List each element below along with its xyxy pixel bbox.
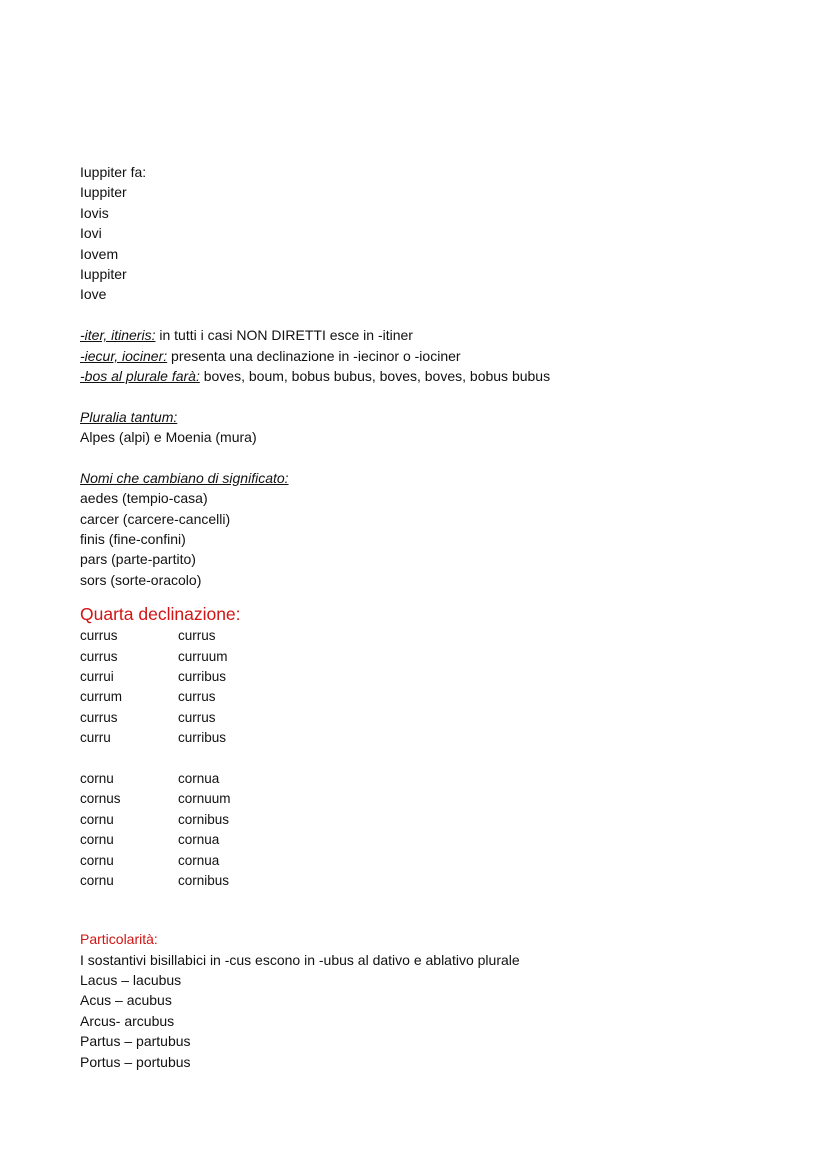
- meaning-item: pars (parte-partito): [80, 551, 196, 568]
- iuppiter-form: Iovis: [80, 204, 109, 221]
- meaning-item: carcer (carcere-cancelli): [80, 510, 231, 527]
- plural-cell: cornuum: [178, 791, 231, 807]
- quarta-heading: Quarta declinazione:: [80, 604, 241, 625]
- particolarita-example: Acus – acubus: [80, 992, 172, 1009]
- table-row: [80, 728, 780, 748]
- singular-cell: curru: [80, 730, 111, 746]
- plural-cell: curribus: [178, 730, 227, 746]
- irregular-text: presenta una declinazione in -iecinor o -iociner: [167, 347, 461, 364]
- document-page: [80, 162, 780, 1072]
- table-row: [80, 626, 780, 646]
- irregular-bos: [80, 366, 780, 386]
- singular-cell: currus: [80, 709, 118, 725]
- plural-cell: curruum: [178, 648, 228, 664]
- particolarita-example: Partus – partubus: [80, 1033, 191, 1050]
- singular-cell: cornu: [80, 811, 114, 827]
- cornu-table: [80, 769, 780, 891]
- iuppiter-form: Iuppiter: [80, 265, 127, 282]
- iuppiter-form: Iove: [80, 286, 107, 303]
- plural-cell: currus: [178, 628, 216, 644]
- iuppiter-form: Iuppiter: [80, 184, 127, 201]
- meaning-item: finis (fine-confini): [80, 531, 186, 548]
- pluralia-title: Pluralia tantum:: [80, 408, 178, 425]
- table-row: [80, 769, 780, 789]
- singular-cell: currus: [80, 648, 118, 664]
- plural-cell: currus: [178, 709, 216, 725]
- irregular-term: -iter, itineris:: [80, 327, 156, 344]
- table-row: [80, 871, 780, 891]
- plural-cell: curribus: [178, 668, 227, 684]
- iuppiter-intro: Iuppiter fa:: [80, 164, 147, 180]
- plural-cell: cornibus: [178, 872, 230, 888]
- currus-table: [80, 626, 780, 748]
- irregular-text: in tutti i casi NON DIRETTI esce in -itiner: [155, 327, 413, 344]
- singular-cell: currus: [80, 628, 118, 644]
- particolarita-rule: I sostantivi bisillabici in -cus escono in -ubus al dativo e ablativo plurale: [80, 951, 520, 968]
- irregular-text: boves, boum, bobus bubus, boves, boves, bobus bubus: [199, 367, 551, 384]
- meaning-item: sors (sorte-oracolo): [80, 571, 202, 588]
- iuppiter-form: Iovi: [80, 225, 102, 242]
- table-row: [80, 667, 780, 687]
- singular-cell: cornu: [80, 872, 114, 888]
- meaning-item: aedes (tempio-casa): [80, 490, 208, 507]
- singular-cell: currum: [80, 689, 123, 705]
- irregular-iter: [80, 325, 780, 345]
- irregular-term: -bos al plurale farà:: [80, 367, 200, 384]
- pluralia-text: Alpes (alpi) e Moenia (mura): [80, 429, 257, 446]
- particolarita-example: Lacus – lacubus: [80, 972, 182, 989]
- particolarita-example: Arcus- arcubus: [80, 1012, 175, 1029]
- table-row: [80, 708, 780, 728]
- iuppiter-form: Iovem: [80, 245, 119, 262]
- plural-cell: cornua: [178, 852, 220, 868]
- irregular-iecur: [80, 346, 780, 366]
- plural-cell: currus: [178, 689, 216, 705]
- singular-cell: cornu: [80, 770, 114, 786]
- table-row: [80, 687, 780, 707]
- table-row: [80, 830, 780, 850]
- singular-cell: currui: [80, 668, 114, 684]
- singular-cell: cornu: [80, 832, 114, 848]
- table-row: [80, 810, 780, 830]
- irregular-term: -iecur, iociner:: [80, 347, 168, 364]
- table-row: [80, 647, 780, 667]
- particolarita-example: Portus – portubus: [80, 1053, 191, 1070]
- plural-cell: cornua: [178, 770, 220, 786]
- singular-cell: cornu: [80, 852, 114, 868]
- meaning-title: Nomi che cambiano di significato:: [80, 469, 289, 486]
- particolarita-heading: Particolarità:: [80, 931, 158, 948]
- singular-cell: cornus: [80, 791, 121, 807]
- plural-cell: cornibus: [178, 811, 230, 827]
- table-row: [80, 789, 780, 809]
- table-row: [80, 851, 780, 871]
- plural-cell: cornua: [178, 832, 220, 848]
